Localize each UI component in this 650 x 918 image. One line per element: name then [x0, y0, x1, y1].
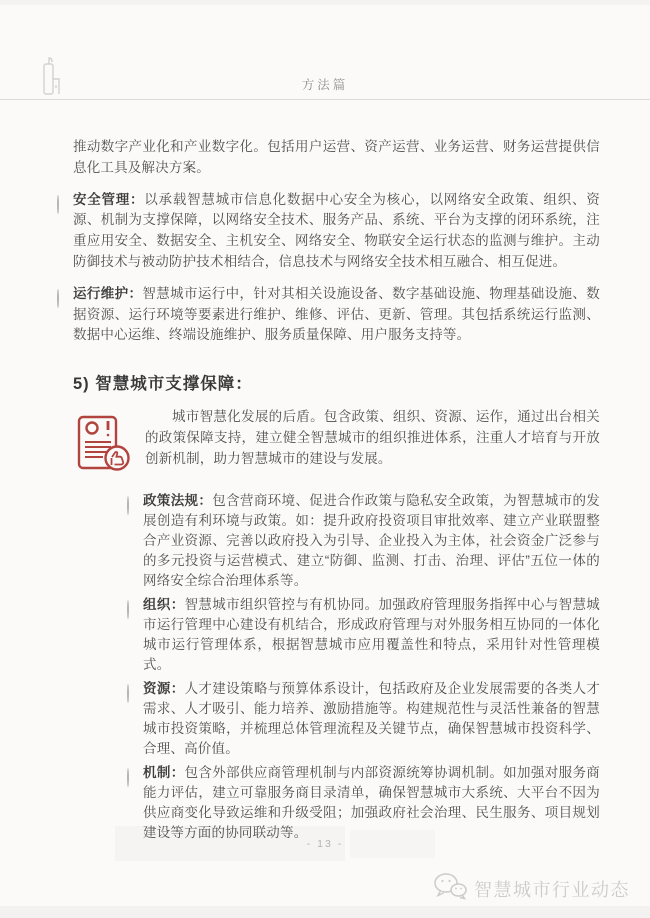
- sub-bullet-text: 人才建设策略与预算体系设计，包括政府及企业发展需要的各类人才需求、人才吸引、能力培养、激励措施等。构建规范性与灵活性兼备的智慧城市投资策略，并梳理总体管理流程及关键节点，确保智慧城市投资科学、合理、高价值。: [143, 681, 600, 757]
- sub-bullet-policy: [127, 491, 600, 591]
- bullet-label: 安全管理：: [73, 191, 145, 207]
- bullet-label: 运行维护：: [73, 285, 143, 301]
- wechat-icon: [433, 872, 467, 905]
- ring-bullet-icon: [127, 595, 143, 619]
- page-edge-bottom: [0, 906, 650, 918]
- sub-bullet-text: 包含外部供应商管理机制与内部资源统筹协调机制。如加强对服务商能力评估，建立可靠服务商目录清单，确保智慧城市大系统、大平台不因为供应商变化导致运维和升级受阻；加强政府社会治理、民生服务、项目规划建设等方面的协同联动等。: [143, 765, 600, 841]
- bullet-paragraph: [73, 190, 600, 273]
- ring-bullet-icon: [127, 763, 143, 787]
- bullet-item-maintenance: [57, 284, 600, 346]
- watermark: [433, 872, 630, 905]
- header-section-title: 方法篇: [301, 78, 349, 92]
- ring-bullet-icon: [57, 284, 73, 308]
- ring-bullet-icon: [57, 190, 73, 214]
- page-header: [0, 0, 650, 100]
- intro-paragraph: 推动数字产业化和产业数字化。包括用户运营、资产运营、业务运营、财务运营提供信息化工具及解决方案。: [73, 139, 600, 175]
- sub-bullet-paragraph: [143, 491, 600, 591]
- document-body: [0, 101, 650, 847]
- ring-bullet-icon: [127, 491, 143, 515]
- ring-bullet-icon: [127, 679, 143, 703]
- sub-bullet-text: 智慧城市组织管控与有机协同。加强政府管理服务指挥中心与智慧城市运行管理中心建设有机结合，形成政府管理与对外服务相互协同的一体化城市运行管理体系，根据智慧城市应用覆盖性和特点，采用针对性管理模式。: [143, 597, 600, 673]
- sub-bullet-label: 机制：: [143, 765, 185, 781]
- sub-bullet-text: 包含营商环境、促进合作政策与隐私安全政策，为智慧城市的发展创造有利环境与政策。如：提升政府投资项目审批效率、建立产业联盟整合产业资源、完善以政府投入为引导、企业投入为主体，社会资金广泛参与的多元投资与运营模式、建立“防御、监测、打击、治理、评估”五位一体的网络安全综合治理体系等。: [143, 493, 600, 589]
- document-approval-icon: [73, 407, 145, 477]
- bullet-item-security: [57, 190, 600, 273]
- section-intro-block: [73, 407, 600, 477]
- sub-bullet-paragraph: [143, 595, 600, 675]
- sub-bullet-label: 政策法规：: [143, 493, 213, 509]
- sub-bullet-paragraph: [143, 679, 600, 759]
- sub-bullet-resources: [127, 679, 600, 759]
- sub-bullet-organization: [127, 595, 600, 675]
- bullet-paragraph: [73, 284, 600, 346]
- sub-bullet-label: 组织：: [143, 597, 185, 613]
- bullet-text: 智慧城市运行中，针对其相关设施设备、数字基础设施、物理基础设施、数据资源、运行环境等要素进行维护、维修、评估、更新、管理。其包括系统运行监测、数据中心运维、终端设施维护、服务质量保障、用户服务支持等。: [73, 285, 601, 343]
- bullet-text: 以承载智慧城市信息化数据中心安全为核心，以网络安全政策、组织、资源、机制为支撑保障，以网络安全技术、服务产品、系统、平台为支撑的闭环系统，注重应用安全、数据安全、主机安全、网络安全、物联安全运行状态的监测与维护。主动防御技术与被动防护技术相结合，信息技术与网络安全技术相互融合、相互促进。: [73, 191, 600, 269]
- section-intro-text: 城市智慧化发展的后盾。包含政策、组织、资源、运作，通过出台相关的政策保障支持，建立健全智慧城市的组织推进体系，注重人才培育与开放创新机制，助力智慧城市的建设与发展。: [145, 409, 600, 466]
- sub-bullet-label: 资源：: [143, 681, 185, 697]
- section-sub-list: [143, 491, 600, 843]
- page-number: - 13 -: [306, 838, 344, 850]
- watermark-text: 智慧城市行业动态: [474, 879, 630, 900]
- section-heading: 5) 智慧城市支撑保障：: [73, 375, 253, 394]
